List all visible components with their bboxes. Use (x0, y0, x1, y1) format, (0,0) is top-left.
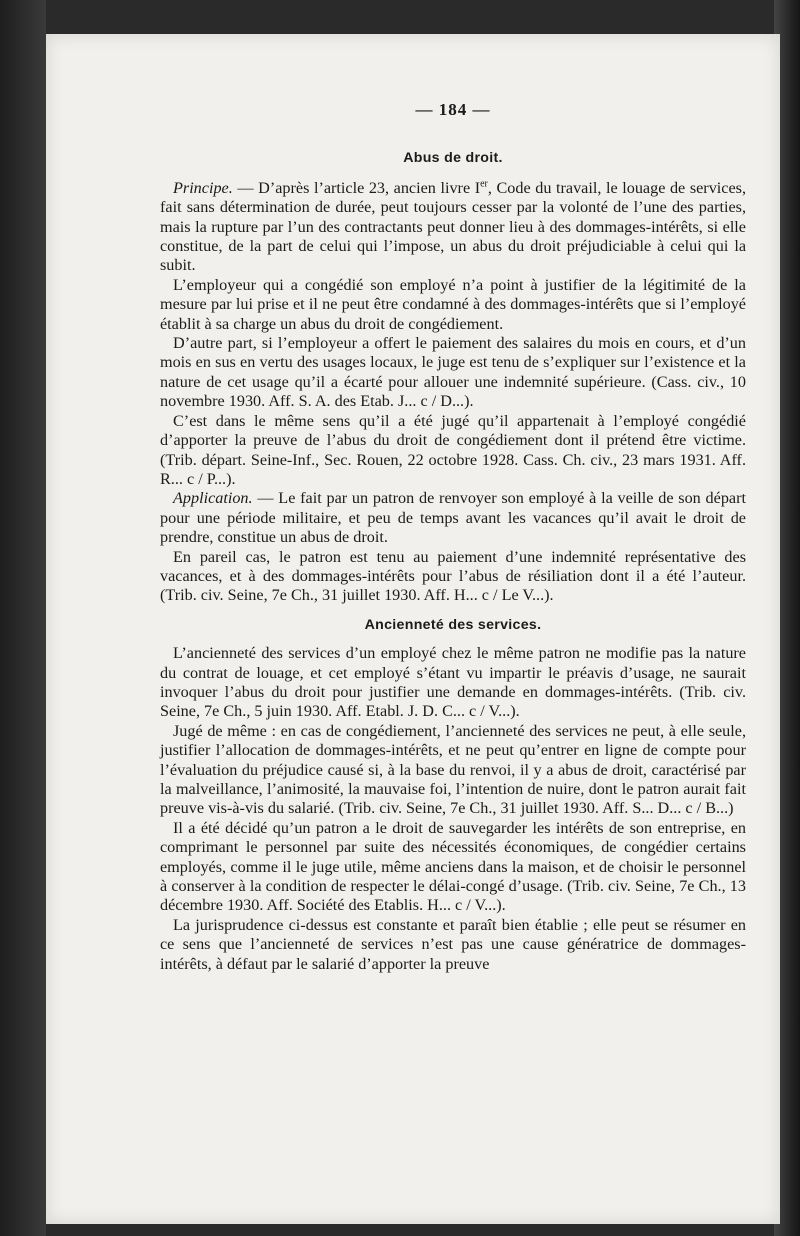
paragraph-application: Application. — Le fait par un patron de renvoyer son employé à la veille de son départ pour une période militaire, et peu de temps avant les vacances qu’il avait le droit de prendre, constitue un abus de droit. (160, 489, 746, 547)
section-title-abus-de-droit: Abus de droit. (403, 150, 503, 167)
paragraph: En pareil cas, le patron est tenu au paiement d’une indemnité représentative des vacances, et à des dommages-intérêts pour l’abus de résiliation dont il a été l’auteur. (Trib. civ. Seine, 7e Ch., 31 juillet 1930. Aff. H... c / Le V...). (160, 547, 746, 605)
paragraph: L’ancienneté des services d’un employé chez le même patron ne modifie pas la nature du contrat de louage, et cet employé s’étant vu impartir le préavis d’usage, ne saurait invoquer l’abus du droit pour justifier une demande en dommages-intérêts. (Trib. civ. Seine, 7e Ch., 5 juin 1930. Aff. Etabl. J. D. C... c / V...). (160, 644, 746, 721)
paragraph: D’autre part, si l’employeur a offert le paiement des salaires du mois en cours, et d’un mois en sus en vertu des usages locaux, le juge est tenu de s’expliquer sur l’existence et la nature de cet usage qu’il a écarté pour allouer une indemnité supérieure. (Cass. civ., 10 novembre 1930. Aff. S. A. des Etab. J... c / D...). (160, 334, 746, 411)
page-number: — 184 — (415, 100, 491, 119)
paragraph: Jugé de même : en cas de congédiement, l’ancienneté des services ne peut, à elle seule, justifier l’allocation de dommages-intérêts, et ne peut qu’entrer en ligne de compte pour l’évaluation du préjudice causé si, à la base du renvoi, il y a abus de droit, caractérisé par la malveillance, l’animosité, la mauvaise foi, l’intention de nuire, dont le patron aurait fait preuve vis-à-vis du salarié. (Trib. civ. Seine, 7e Ch., 31 juillet 1930. Aff. S... D... c / B...) (160, 721, 746, 818)
book-page (46, 34, 780, 1224)
scan-left-edge (0, 0, 46, 1236)
paragraph: La jurisprudence ci-dessus est constante et paraît bien établie ; elle peut se résumer en ce sens que l’ancienneté de services n’est pas une cause génératrice de dommages-intérêts, à défaut par le salarié d’apporter la preuve (160, 915, 746, 973)
text-column (160, 100, 746, 974)
paragraph-principe: Principe. — D’après l’article 23, ancien livre Ier, Code du travail, le louage de services, fait sans détermination de durée, peut toujours cesser par la volonté de l’une des parties, mais la rupture par l’un des contractants peut donner lieu à des dommages-intérêts, si elle constitue, de la part de celui qui l’impose, un abus du droit préjudiciable à celui qui la subit. (160, 178, 747, 275)
paragraph: Il a été décidé qu’un patron a le droit de sauvegarder les intérêts de son entreprise, en comprimant le personnel par suite des nécessités économiques, de congédier certains employés, comme il le juge utile, même anciens dans la maison, et de choisir le personnel à conserver à la condition de respecter le délai-congé d’usage. (Trib. civ. Seine, 7e Ch., 13 décembre 1930. Aff. Société des Etablis. H... c / V...). (160, 818, 746, 915)
section-title-anciennete: Ancienneté des services. (364, 616, 542, 633)
paragraph: C’est dans le même sens qu’il a été jugé qu’il appartenait à l’employé congédié d’apporter la preuve de l’abus du droit de congédiement dont il prétend être victime. (Trib. départ. Seine-Inf., Sec. Rouen, 22 octobre 1928. Cass. Ch. civ., 23 mars 1931. Aff. R... c / P...). (160, 411, 746, 488)
principe-label: Principe. (173, 178, 233, 197)
paragraph: L’employeur qui a congédié son employé n’a point à justifier de la légitimité de la mesure par lui prise et il ne peut être condamné à des dommages-intérêts que si l’employé établit à sa charge un abus du droit de congédiement. (160, 275, 746, 333)
application-label: Application. (173, 489, 253, 508)
